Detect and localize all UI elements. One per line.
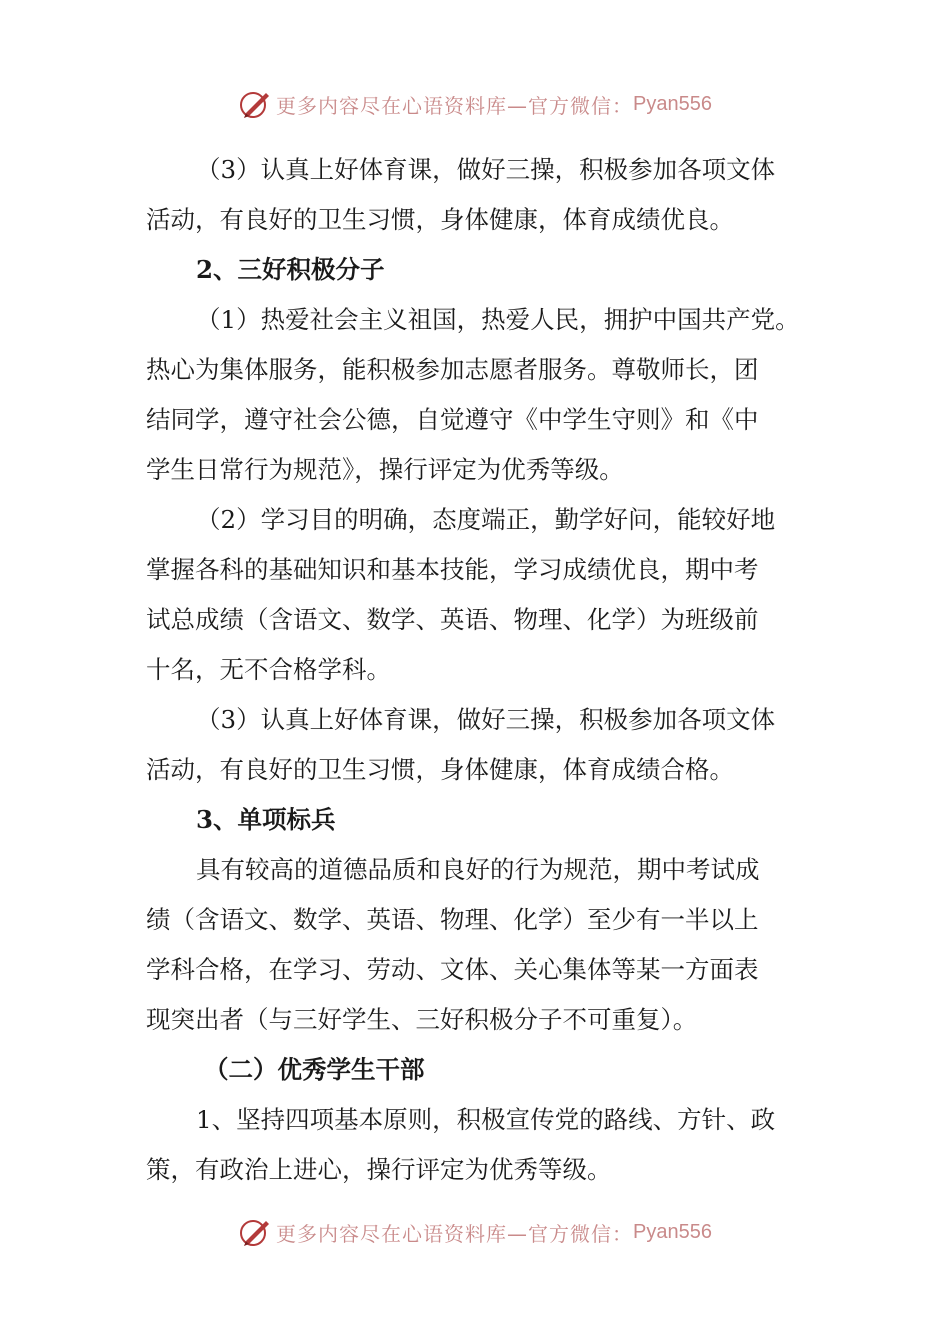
footer-watermark — [0, 1212, 950, 1252]
document-body — [146, 145, 806, 1195]
paragraph-line: 学科合格，在学习、劳动、文体、关心集体等某一方面表 — [146, 955, 759, 984]
watermark-text: 更多内容尽在心语资料库—官方微信： — [276, 93, 634, 118]
paragraph-line: 学生日常行为规范》，操行评定为优秀等级。 — [146, 455, 624, 484]
pen-logo-icon — [238, 1215, 272, 1249]
watermark-text: 更多内容尽在心语资料库—官方微信： — [276, 1221, 634, 1246]
paragraph-line: 十名，无不合格学科。 — [146, 655, 391, 684]
paragraph-line: 绩（含语文、数学、英语、物理、化学）至少有一半以上 — [146, 905, 759, 934]
paragraph-line: 试总成绩（含语文、数学、英语、物理、化学）为班级前 — [146, 605, 759, 634]
paragraph-line: 热心为集体服务，能积极参加志愿者服务。尊敬师长，团 — [146, 355, 759, 384]
paragraph-line: 1、坚持四项基本原则，积极宣传党的路线、方针、政 — [196, 1105, 776, 1134]
paragraph-line: 活动，有良好的卫生习惯，身体健康，体育成绩优良。 — [146, 205, 734, 234]
paragraph-line: 具有较高的道德品质和良好的行为规范，期中考试成 — [196, 855, 760, 884]
section-heading: 2、三好积极分子 — [196, 255, 385, 284]
section-heading: （二）优秀学生干部 — [204, 1055, 425, 1084]
paragraph-line: （3）认真上好体育课，做好三操，积极参加各项文体 — [196, 705, 776, 734]
header-watermark — [0, 84, 950, 124]
paragraph-line: 活动，有良好的卫生习惯，身体健康，体育成绩合格。 — [146, 755, 734, 784]
paragraph-line: （3）认真上好体育课，做好三操，积极参加各项文体 — [196, 155, 776, 184]
paragraph-line: （2）学习目的明确，态度端正，勤学好问，能较好地 — [196, 505, 776, 534]
paragraph-line: （1）热爱社会主义祖国，热爱人民，拥护中国共产党。 — [196, 305, 800, 334]
paragraph-line: 策，有政治上进心，操行评定为优秀等级。 — [146, 1155, 612, 1184]
paragraph-line: 掌握各科的基础知识和基本技能，学习成绩优良，期中考 — [146, 555, 759, 584]
pen-logo-icon — [238, 87, 272, 121]
watermark-handle: Pyan556 — [633, 1220, 712, 1243]
watermark-handle: Pyan556 — [633, 92, 712, 115]
section-heading: 3、单项标兵 — [196, 805, 336, 834]
paragraph-line: 结同学，遵守社会公德，自觉遵守《中学生守则》和《中 — [146, 405, 759, 434]
paragraph-line: 现突出者（与三好学生、三好积极分子不可重复）。 — [146, 1005, 698, 1034]
